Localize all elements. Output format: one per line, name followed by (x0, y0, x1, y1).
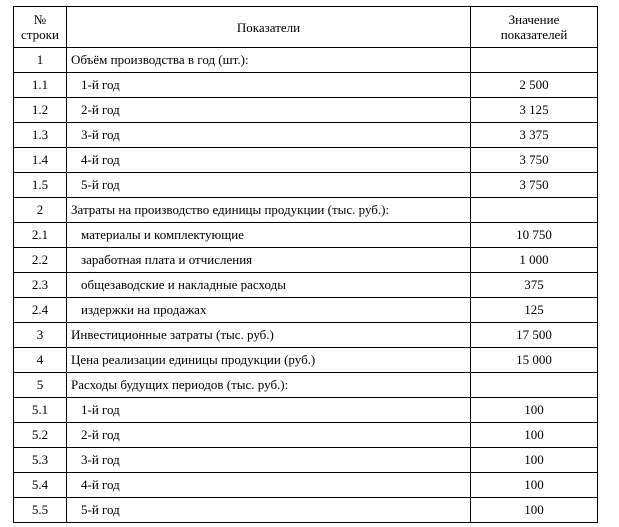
indicator-name: 2-й год (67, 423, 471, 448)
table-row (14, 48, 598, 73)
row-number: 2 (14, 198, 67, 223)
table-row (14, 348, 598, 373)
row-number: 1.2 (14, 98, 67, 123)
table-row (14, 373, 598, 398)
indicator-value: 100 (471, 423, 598, 448)
table-row (14, 73, 598, 98)
indicator-value: 3 375 (471, 123, 598, 148)
indicator-value: 17 500 (471, 323, 598, 348)
table-row (14, 448, 598, 473)
header-value-line2: показателей (500, 27, 568, 42)
row-number: 1.4 (14, 148, 67, 173)
table-row (14, 98, 598, 123)
indicator-name: общезаводские и накладные расходы (67, 273, 471, 298)
indicator-name: 5-й год (67, 173, 471, 198)
row-number: 2.4 (14, 298, 67, 323)
row-number: 2.2 (14, 248, 67, 273)
indicator-value: 100 (471, 473, 598, 498)
table-row (14, 273, 598, 298)
table-row (14, 498, 598, 523)
table-row (14, 298, 598, 323)
header-indicators: Показатели (67, 7, 471, 48)
row-number: 1.5 (14, 173, 67, 198)
table-row (14, 473, 598, 498)
row-number: 1.1 (14, 73, 67, 98)
indicators-table (13, 6, 598, 523)
row-number: 4 (14, 348, 67, 373)
indicator-name: заработная плата и отчисления (67, 248, 471, 273)
row-number: 1.3 (14, 123, 67, 148)
indicator-name: 1-й год (67, 73, 471, 98)
table-row (14, 198, 598, 223)
indicator-value: 10 750 (471, 223, 598, 248)
row-number: 2.1 (14, 223, 67, 248)
header-row (14, 7, 598, 48)
table-body (14, 48, 598, 523)
indicator-value: 375 (471, 273, 598, 298)
row-number: 1 (14, 48, 67, 73)
header-row-number (14, 7, 67, 48)
indicator-value (471, 373, 598, 398)
row-number: 3 (14, 323, 67, 348)
table-row (14, 148, 598, 173)
header-row-number-line1: № (33, 12, 47, 27)
table-row (14, 323, 598, 348)
header-value (471, 7, 598, 48)
indicator-name: Цена реализации единицы продукции (руб.) (67, 348, 471, 373)
indicator-value: 3 750 (471, 148, 598, 173)
row-number: 5.3 (14, 448, 67, 473)
table-row (14, 423, 598, 448)
indicator-name: 2-й год (67, 98, 471, 123)
row-number: 5.5 (14, 498, 67, 523)
indicator-value (471, 198, 598, 223)
table-row (14, 173, 598, 198)
indicator-name: 4-й год (67, 148, 471, 173)
indicator-name: издержки на продажах (67, 298, 471, 323)
indicator-name: 1-й год (67, 398, 471, 423)
table-row (14, 123, 598, 148)
indicator-name: Инвестиционные затраты (тыс. руб.) (67, 323, 471, 348)
indicator-name: 3-й год (67, 123, 471, 148)
indicator-value: 100 (471, 448, 598, 473)
indicator-value: 100 (471, 498, 598, 523)
indicator-value: 100 (471, 398, 598, 423)
indicator-name: Затраты на производство единицы продукции (тыс. руб.): (67, 198, 471, 223)
indicator-value: 125 (471, 298, 598, 323)
indicator-value (471, 48, 598, 73)
row-number: 5.2 (14, 423, 67, 448)
indicator-name: Объём производства в год (шт.): (67, 48, 471, 73)
header-row-number-line2: строки (21, 27, 59, 42)
indicator-value: 3 125 (471, 98, 598, 123)
row-number: 5.4 (14, 473, 67, 498)
indicator-name: 4-й год (67, 473, 471, 498)
row-number: 5 (14, 373, 67, 398)
header-value-line1: Значение (508, 12, 560, 27)
indicator-name: 5-й год (67, 498, 471, 523)
indicator-value: 3 750 (471, 173, 598, 198)
table-header (14, 7, 598, 48)
row-number: 2.3 (14, 273, 67, 298)
table-row (14, 248, 598, 273)
indicator-value: 1 000 (471, 248, 598, 273)
indicator-name: 3-й год (67, 448, 471, 473)
row-number: 5.1 (14, 398, 67, 423)
table-row (14, 398, 598, 423)
indicator-value: 2 500 (471, 73, 598, 98)
indicator-value: 15 000 (471, 348, 598, 373)
indicator-name: Расходы будущих периодов (тыс. руб.): (67, 373, 471, 398)
table-row (14, 223, 598, 248)
indicator-name: материалы и комплектующие (67, 223, 471, 248)
